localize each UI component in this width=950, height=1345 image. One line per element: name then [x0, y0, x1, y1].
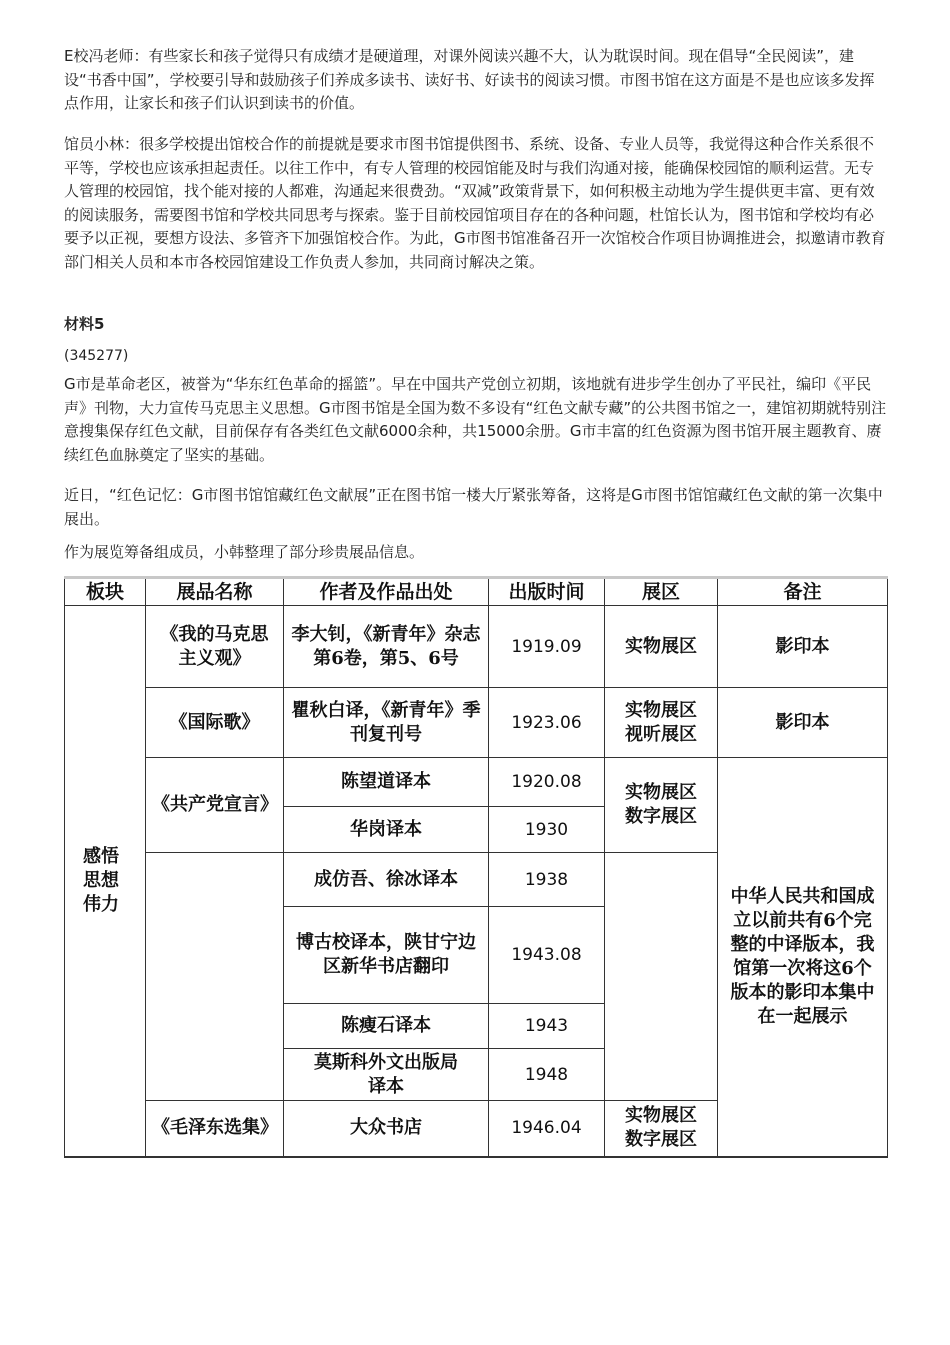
exhibit-zone: 实物展区 数字展区 [605, 758, 718, 853]
table-header-row [65, 578, 888, 606]
exhibit-name-empty [146, 853, 284, 1101]
section-cell: 感悟思想伟力 [65, 606, 146, 1157]
header-section: 板块 [65, 578, 146, 606]
paragraph-intro-table: 作为展览筹备组成员，小韩整理了部分珍贵展品信息。 [64, 543, 425, 561]
header-note: 备注 [718, 578, 888, 606]
exhibit-zone: 实物展区 视听展区 [605, 688, 718, 758]
exhibit-note: 中华人民共和国成立以前共有6个完整的中译版本，我馆第一次将这6个版本的影印本集中在一起展示 [718, 758, 888, 1157]
paragraph-librarian-lin: 馆员小林：很多学校提出馆校合作的前提就是要求市图书馆提供图书、系统、设备、专业人员等，我觉得这种合作关系很不平等，学校也应该承担起责任。以往工作中，有专人管理的校园馆能及时与我们沟通对接，能确保校园馆的顺利运营。无专人管理的校园馆，找个能对接的人都难，沟通起来很费劲。“双减”政策背景下，如何积极主动地为学生提供更丰富、更有效的阅读服务，需要图书馆和学校共同思考与探索。鉴于目前校园馆项目存在的各种问题，杜馆长认为，图书馆和学校均有必要予以正视，要想方设法、多管齐下加强馆校合作。为此，G市图书馆准备召开一次馆校合作项目协调推进会，拟邀请市教育部门相关人员和本市各校园馆建设工作负责人参加，共同商讨解决之策。 [64, 135, 886, 271]
exhibit-author: 莫斯科外文出版局译本 [284, 1049, 489, 1101]
header-author: 作者及作品出处 [284, 578, 489, 606]
exhibit-date: 1920.08 [489, 758, 605, 807]
table-row [65, 758, 888, 807]
paragraph-red-history: G市是革命老区，被誉为“华东红色革命的摇篮”。早在中国共产党创立初期，该地就有进步学生创办了平民社，编印《平民声》刊物，大力宣传马克思主义思想。G市图书馆是全国为数不多设有“红色文献专藏”的公共图书馆之一，建馆初期就特别注意搜集保存红色文献，目前保存有各类红色文献6000余种，共15000余册。G市丰富的红色资源为图书馆开展主题教育、赓续红色血脉奠定了坚实的基础。 [64, 375, 887, 464]
header-name: 展品名称 [146, 578, 284, 606]
exhibit-author: 成仿吾、徐冰译本 [284, 853, 489, 907]
exhibit-author: 陈瘦石译本 [284, 1004, 489, 1049]
exhibit-zone: 实物展区 数字展区 [605, 1101, 718, 1157]
exhibit-date: 1948 [489, 1049, 605, 1101]
exhibit-author: 李大钊，《新青年》杂志第6卷，第5、6号 [284, 606, 489, 688]
exhibit-zone-empty [605, 853, 718, 1101]
exhibit-date: 1930 [489, 807, 605, 853]
exhibit-date: 1923.06 [489, 688, 605, 758]
exhibit-author: 瞿秋白译，《新青年》季刊复刊号 [284, 688, 489, 758]
exhibit-name: 《共产党宣言》 [146, 758, 284, 853]
exhibit-author: 大众书店 [284, 1101, 489, 1157]
exhibit-table [64, 576, 888, 1158]
header-zone: 展区 [605, 578, 718, 606]
table-row [65, 606, 888, 688]
exhibit-date: 1943 [489, 1004, 605, 1049]
exhibit-note: 影印本 [718, 688, 888, 758]
exhibit-author: 博古校译本，陕甘宁边区新华书店翻印 [284, 907, 489, 1004]
exhibit-author: 陈望道译本 [284, 758, 489, 807]
table-row [65, 688, 888, 758]
exhibit-name: 《国际歌》 [146, 688, 284, 758]
section-heading: 材料5 [64, 315, 105, 333]
exhibit-author: 华岗译本 [284, 807, 489, 853]
exhibit-zone: 实物展区 [605, 606, 718, 688]
header-date: 出版时间 [489, 578, 605, 606]
exhibit-date: 1943.08 [489, 907, 605, 1004]
exhibit-name: 《我的马克思主义观》 [146, 606, 284, 688]
paragraph-exhibition: 近日，“红色记忆：G市图书馆馆藏红色文献展”正在图书馆一楼大厅紧张筹备，这将是G市图书馆馆藏红色文献的第一次集中展出。 [64, 486, 883, 528]
paragraph-teacher-feng: E校冯老师：有些家长和孩子觉得只有成绩才是硬道理，对课外阅读兴趣不大，认为耽误时间。现在倡导“全民阅读”，建设“书香中国”，学校要引导和鼓励孩子们养成多读书、读好书、好读书的阅读习惯。市图书馆在这方面是不是也应该多发挥点作用，让家长和孩子们认识到读书的价值。 [64, 47, 875, 112]
exhibit-date: 1938 [489, 853, 605, 907]
exhibit-name: 《毛泽东选集》 [146, 1101, 284, 1157]
exhibit-note: 影印本 [718, 606, 888, 688]
question-code: (345277) [64, 348, 129, 364]
exhibit-date: 1946.04 [489, 1101, 605, 1157]
exhibit-date: 1919.09 [489, 606, 605, 688]
